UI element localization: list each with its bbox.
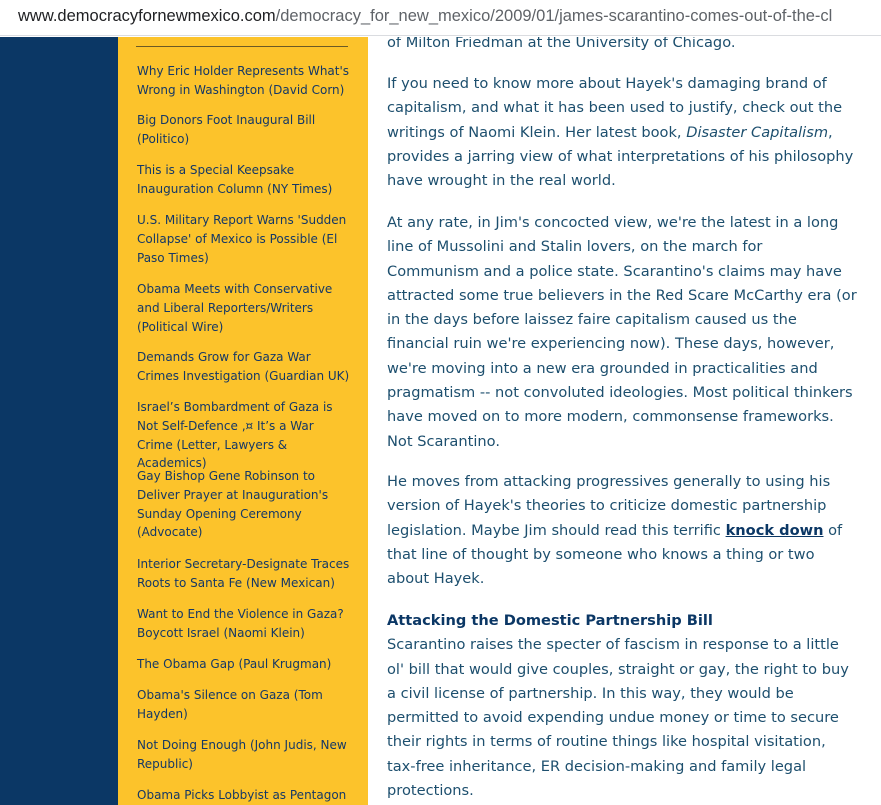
sidebar-link[interactable]: Obama Picks Lobbyist as Pentagon: [137, 788, 347, 802]
sidebar-link[interactable]: Demands Grow for Gaza War Crimes Investigation (Guardian UK): [137, 350, 350, 383]
url-domain: www.democracyfornewmexico.com: [18, 7, 276, 25]
paragraph-text: At any rate, in Jim's concocted view, we're the latest in a long line of Mussolini and Stalin lovers, on the march for Communism and a police state. Scarantino's claims may have attracted some true believers in the Red Scare McCarthy era (or in the days before laissez faire capitalism caused us the financial ruin we're experiencing now). These days, however, we're moving into a new era grounded in practicalities and pragmatism -- not convoluted ideologies. Most political thinkers have moved on to more modern, commonsense frameworks. Not Scarantino.: [387, 214, 857, 450]
sidebar-link[interactable]: U.S. Military Report Warns 'Sudden Collapse' of Mexico is Possible (El Paso Times): [137, 213, 347, 265]
sidebar-link[interactable]: Want to End the Violence in Gaza? Boycott Israel (Naomi Klein): [137, 607, 344, 640]
sidebar-link[interactable]: Why Eric Holder Represents What's Wrong in Washington (David Corn): [137, 64, 350, 97]
url-path: /democracy_for_new_mexico/2009/01/james-scarantino-comes-out-of-the-cl: [275, 7, 833, 25]
book-title: Disaster Capitalism: [686, 123, 829, 141]
sidebar-link[interactable]: This is a Special Keepsake Inauguration Column (NY Times): [137, 163, 333, 196]
sidebar-link[interactable]: The Obama Gap (Paul Krugman): [137, 657, 332, 671]
sidebar-link[interactable]: Obama's Silence on Gaza (Tom Hayden): [137, 688, 323, 721]
paragraph-text: If you need to know more about Hayek's damaging brand of capitalism, and what it has been used to justify, check out the writings of Naomi Klein. Her latest book,: [387, 75, 843, 141]
sidebar-link[interactable]: Big Donors Foot Inaugural Bill (Politico): [137, 113, 316, 146]
article-paragraph: [387, 470, 857, 591]
paragraph-text: , provides a jarring view of what interpretations of his philosophy have wrought in the real world.: [387, 123, 854, 190]
paragraph-text: Scarantino raises the specter of fascism in response to a little ol' bill that would give couples, straight or gay, the right to buy a civil license of partnership. In this way, they would be permitted to avoid expending undue money or time to secure their rights in terms of routine things like hospital visitation, tax-free inheritance, ER decision-making and family legal protections.: [387, 636, 849, 800]
left-navy-stripe: [0, 37, 118, 805]
sidebar-link[interactable]: Not Doing Enough (John Judis, New Republic): [137, 738, 347, 771]
article-body: [368, 37, 881, 805]
article-paragraph: [387, 72, 857, 193]
sidebar-link[interactable]: Gay Bishop Gene Robinson to Deliver Prayer at Inauguration's Sunday Opening Ceremony (Advocate): [137, 469, 329, 540]
address-bar[interactable]: [0, 0, 881, 36]
section-subheading: Attacking the Domestic Partnership Bill: [387, 612, 713, 629]
sidebar-link[interactable]: Israel’s Bombardment of Gaza is Not Self-Defence ‚¤ It’s a War Crime (Letter, Lawyers & Academics): [137, 400, 333, 471]
article-paragraph: [387, 211, 857, 454]
article-paragraph: [387, 609, 857, 803]
sidebar-divider: [136, 46, 348, 47]
sidebar-link[interactable]: Obama Meets with Conservative and Liberal Reporters/Writers (Political Wire): [137, 282, 333, 334]
sidebar: [118, 37, 368, 805]
paragraph-text: of that line of thought by someone who knows a thing or two about Hayek.: [387, 521, 843, 588]
paragraph-text: of Milton Friedman at the University of Chicago.: [387, 37, 736, 51]
article-paragraph: [387, 37, 857, 55]
knock-down-link[interactable]: knock down: [725, 521, 824, 539]
sidebar-link[interactable]: Interior Secretary-Designate Traces Roots to Santa Fe (New Mexican): [137, 557, 350, 590]
url-text[interactable]: [18, 7, 832, 26]
paragraph-text: He moves from attacking progressives generally to using his version of Hayek's theories to criticize domestic partnership legislation. Maybe Jim should read this terrific: [387, 473, 831, 539]
